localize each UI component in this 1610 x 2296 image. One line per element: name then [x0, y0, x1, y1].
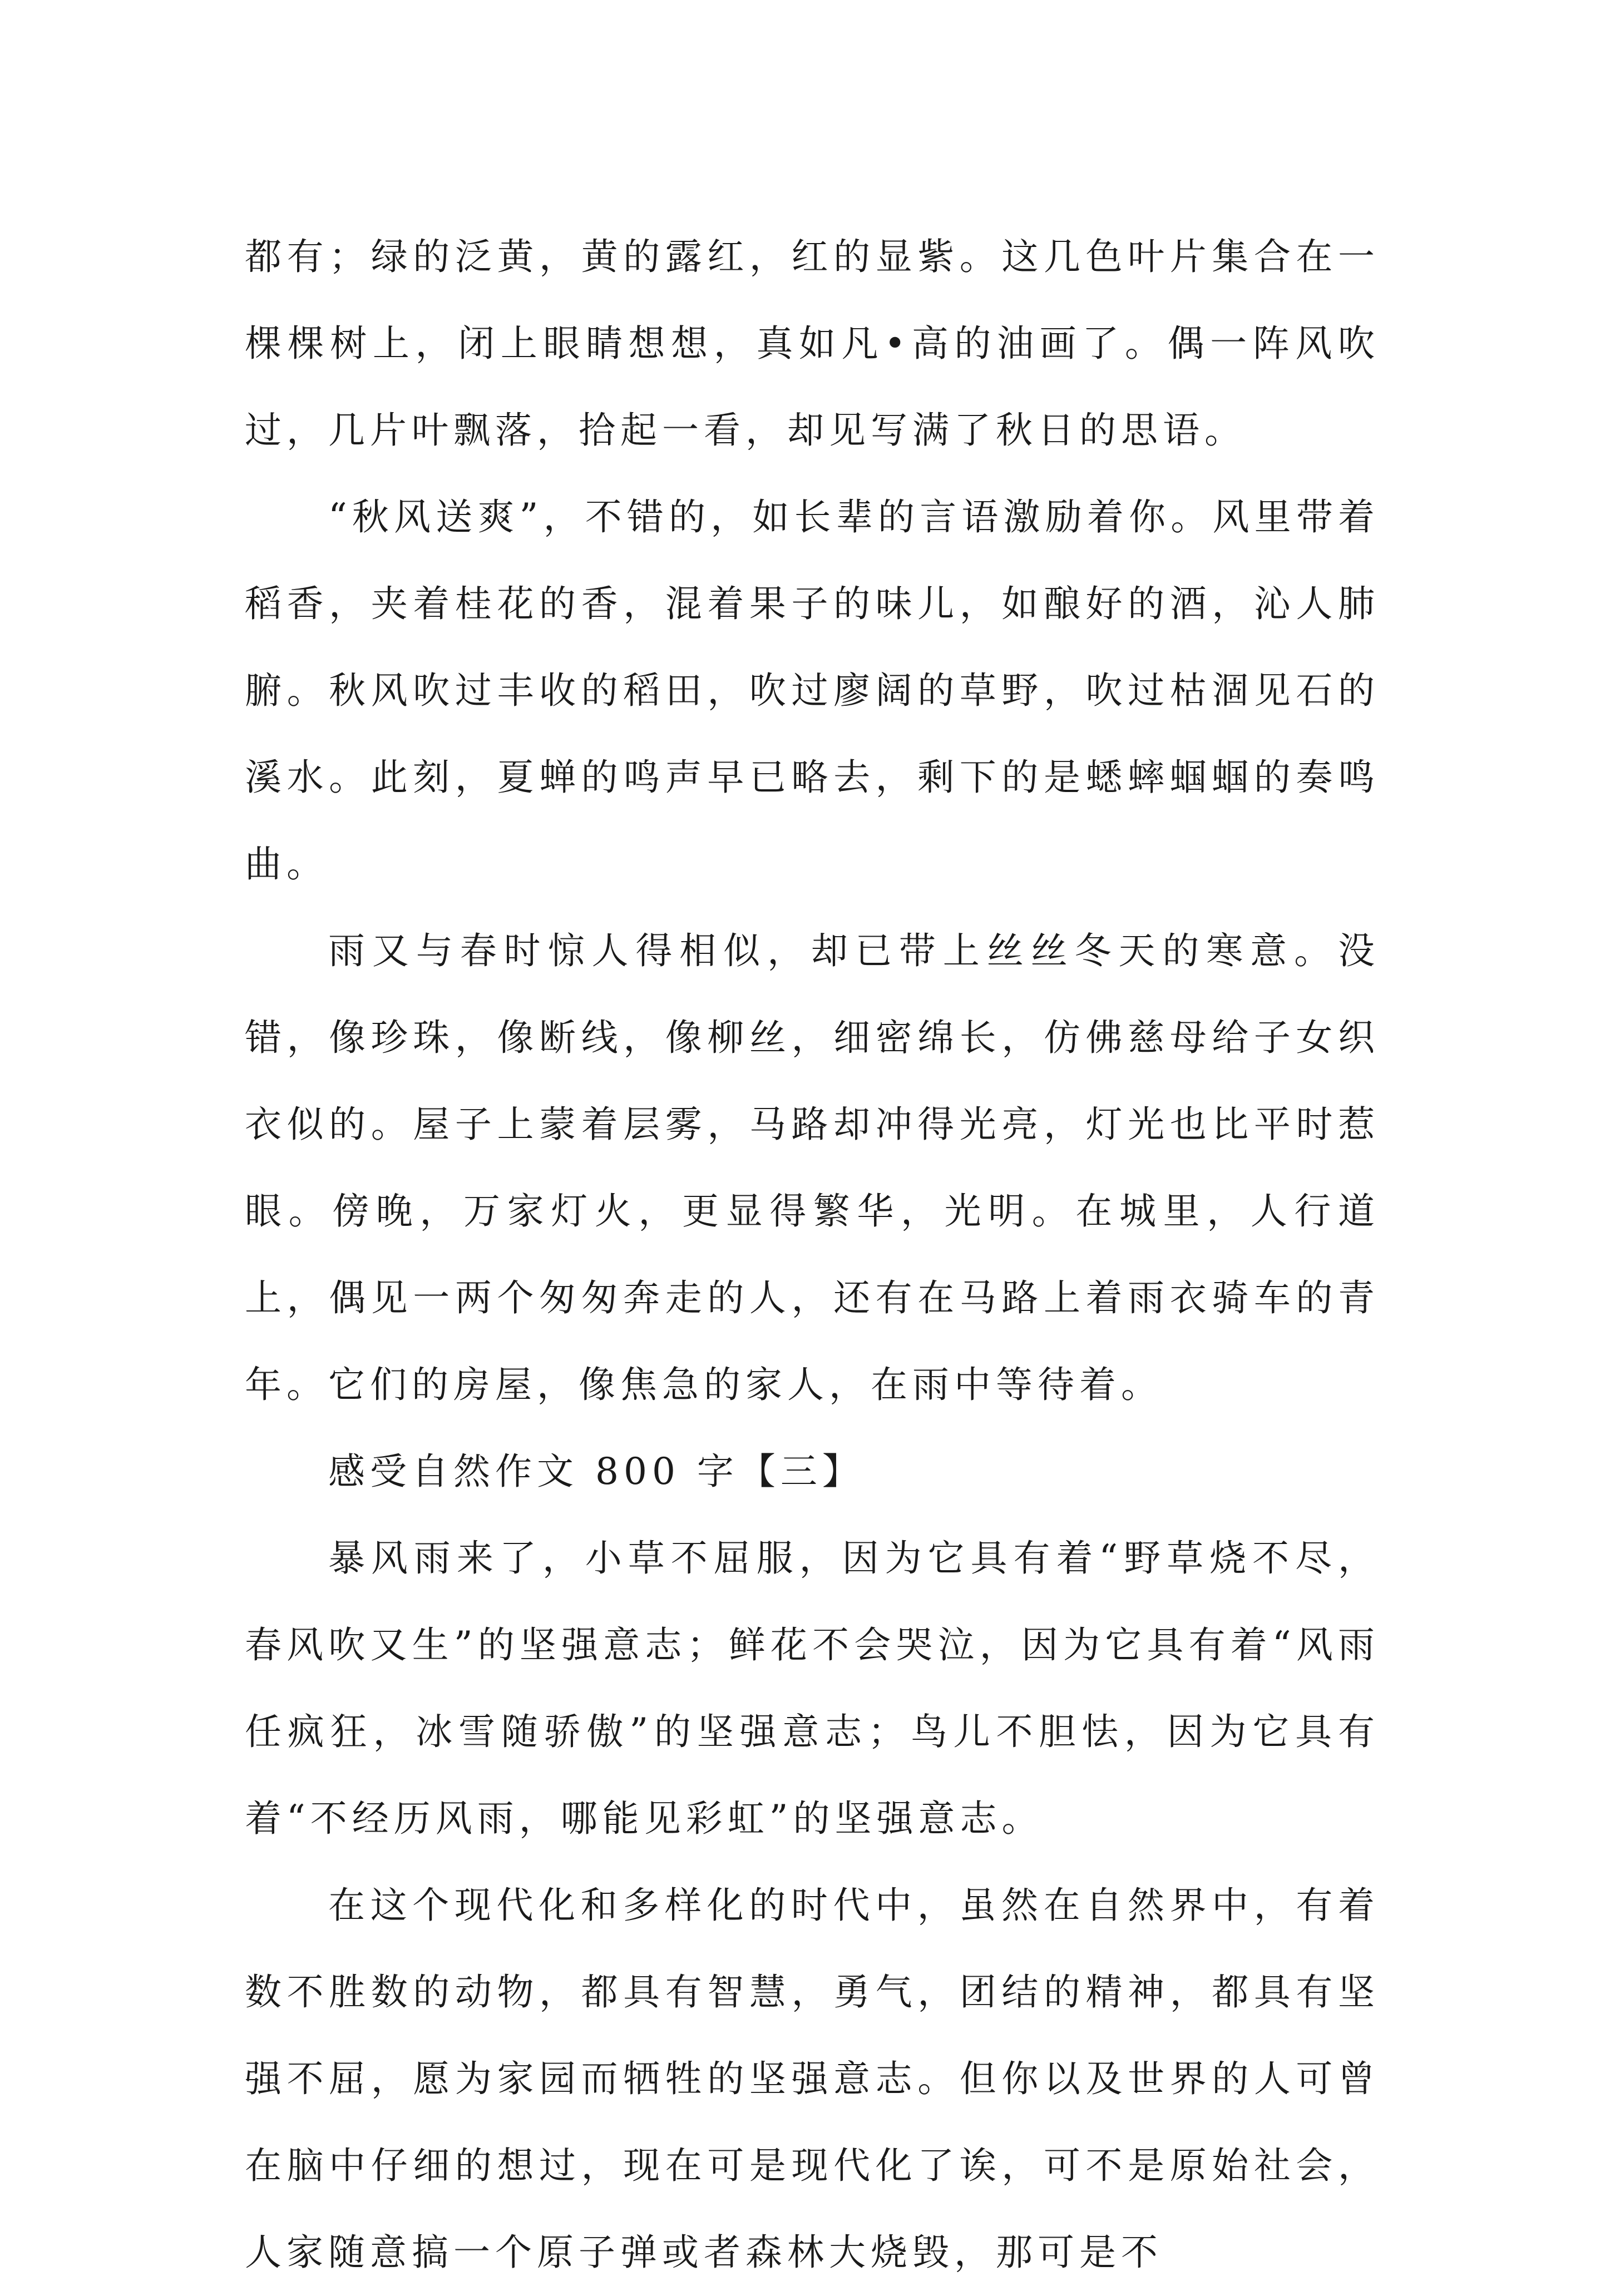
section-heading: 感受自然作文 800 字【三】 [328, 1450, 864, 1493]
document-body [245, 214, 1380, 2296]
paragraph-4: 暴风雨来了，小草不屈服，因为它具有着“野草烧不尽，春风吹又生”的坚强意志；鲜花不会哭泣，因为它具有着“风雨任疯狂，冰雪随骄傲”的坚强意志；鸟儿不胆怯，因为它具有着“不经历风雨，哪能见彩虹”的坚强意志。 [245, 1537, 1380, 1840]
paragraph-5: 在这个现代化和多样化的时代中，虽然在自然界中，有着数不胜数的动物，都具有智慧，勇气，团结的精神，都具有坚强不屈，愿为家园而牺牲的坚强意志。但你以及世界的人可曾在脑中仔细的想过，现在可是现代化了诶，可不是原始社会，人家随意搞一个原子弹或者森林大烧毁，那可是不 [245, 1884, 1380, 2274]
paragraph-3: 雨又与春时惊人得相似，却已带上丝丝冬天的寒意。没错，像珍珠，像断线，像柳丝，细密绵长，仿佛慈母给子女织衣似的。屋子上蒙着层雾，马路却冲得光亮，灯光也比平时惹眼。傍晚，万家灯火，更显得繁华，光明。在城里，人行道上，偶见一两个匆匆奔走的人，还有在马路上着雨衣骑车的青年。它们的房屋，像焦急的家人，在雨中等待着。 [245, 929, 1380, 1406]
paragraph-2: “秋风送爽”，不错的，如长辈的言语激励着你。风里带着稻香，夹着桂花的香，混着果子的味儿，如酿好的酒，沁人肺腑。秋风吹过丰收的稻田，吹过廖阔的草野，吹过枯涸见石的溪水。此刻，夏蝉的鸣声早已略去，剩下的是蟋蟀蝈蝈的奏鸣曲。 [245, 496, 1380, 885]
paragraph-1: 都有；绿的泛黄，黄的露红，红的显紫。这几色叶片集合在一棵棵树上，闭上眼睛想想，真如凡•高的油画了。偶一阵风吹过，几片叶飘落，拾起一看，却见写满了秋日的思语。 [245, 235, 1380, 452]
